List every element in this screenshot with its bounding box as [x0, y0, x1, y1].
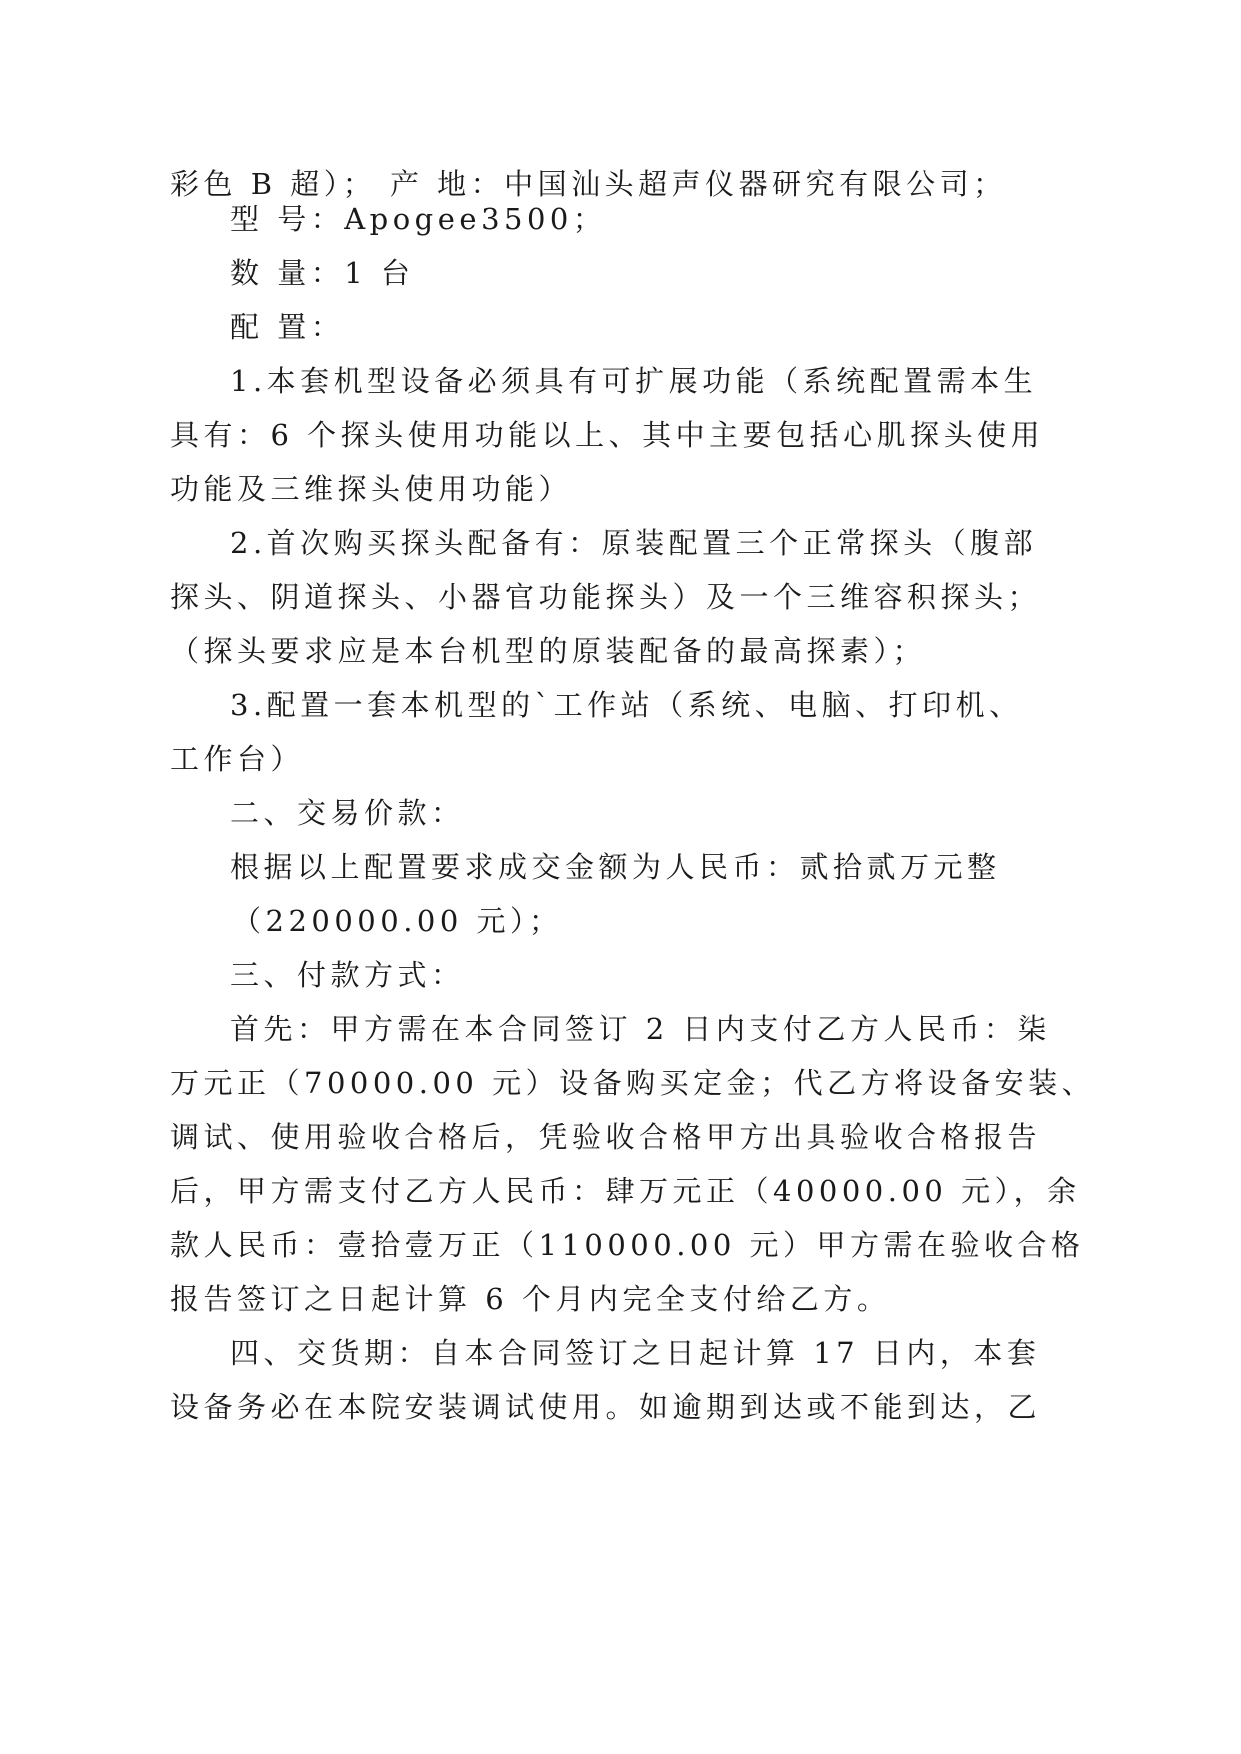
text-line: 具有：6 个探头使用功能以上、其中主要包括心肌探头使用 — [170, 418, 1045, 452]
text-line: 型 号：Apogee3500； — [230, 202, 607, 236]
text-line: 功能及三维探头使用功能） — [170, 472, 573, 506]
text-line: 后，甲方需支付乙方人民币：肆万元正（40000.00 元），余 — [170, 1174, 1081, 1208]
text-line: （220000.00 元）； — [232, 904, 563, 938]
text-line: 1.本套机型设备必须具有可扩展功能（系统配置需本生 — [230, 364, 1038, 398]
text-line: 3.配置一套本机型的`工作站（系统、电脑、打印机、 — [230, 688, 1023, 722]
text-line: （探头要求应是本台机型的原装配备的最高探素）； — [170, 634, 927, 668]
text-line: 2.首次购买探头配备有：原装配置三个正常探头（腹部 — [230, 526, 1038, 560]
text-line: 款人民币：壹拾壹万正（110000.00 元）甲方需在验收合格 — [170, 1228, 1085, 1262]
text-line: 配 置： — [230, 310, 345, 344]
text-line: 调试、使用验收合格后，凭验收合格甲方出具验收合格报告 — [170, 1120, 1042, 1154]
section-heading: 三、付款方式： — [230, 958, 465, 992]
section-heading: 四、交货期：自本合同签订之日起计算 17 日内，本套 — [230, 1336, 1041, 1370]
text-line: 探头、阴道探头、小器官功能探头）及一个三维容积探头； — [170, 580, 1042, 614]
text-line: 报告签订之日起计算 6 个月内完全支付给乙方。 — [170, 1282, 891, 1316]
text-line: 首先：甲方需在本合同签订 2 日内支付乙方人民币：柒 — [230, 1012, 1051, 1046]
text-line: 数 量：1 台 — [230, 256, 415, 290]
section-heading: 二、交易价款： — [230, 796, 465, 830]
text-line: 设备务必在本院安装调试使用。如逾期到达或不能到达，乙 — [170, 1390, 1042, 1424]
text-line: 根据以上配置要求成交金额为人民币：贰拾贰万元整 — [230, 850, 1001, 884]
text-line: 工作台） — [170, 742, 305, 776]
text-line: 彩色 B 超）； 产 地：中国汕头超声仪器研究有限公司； — [170, 167, 1007, 201]
text-line: 万元正（70000.00 元）设备购买定金；代乙方将设备安装、 — [170, 1066, 1096, 1100]
